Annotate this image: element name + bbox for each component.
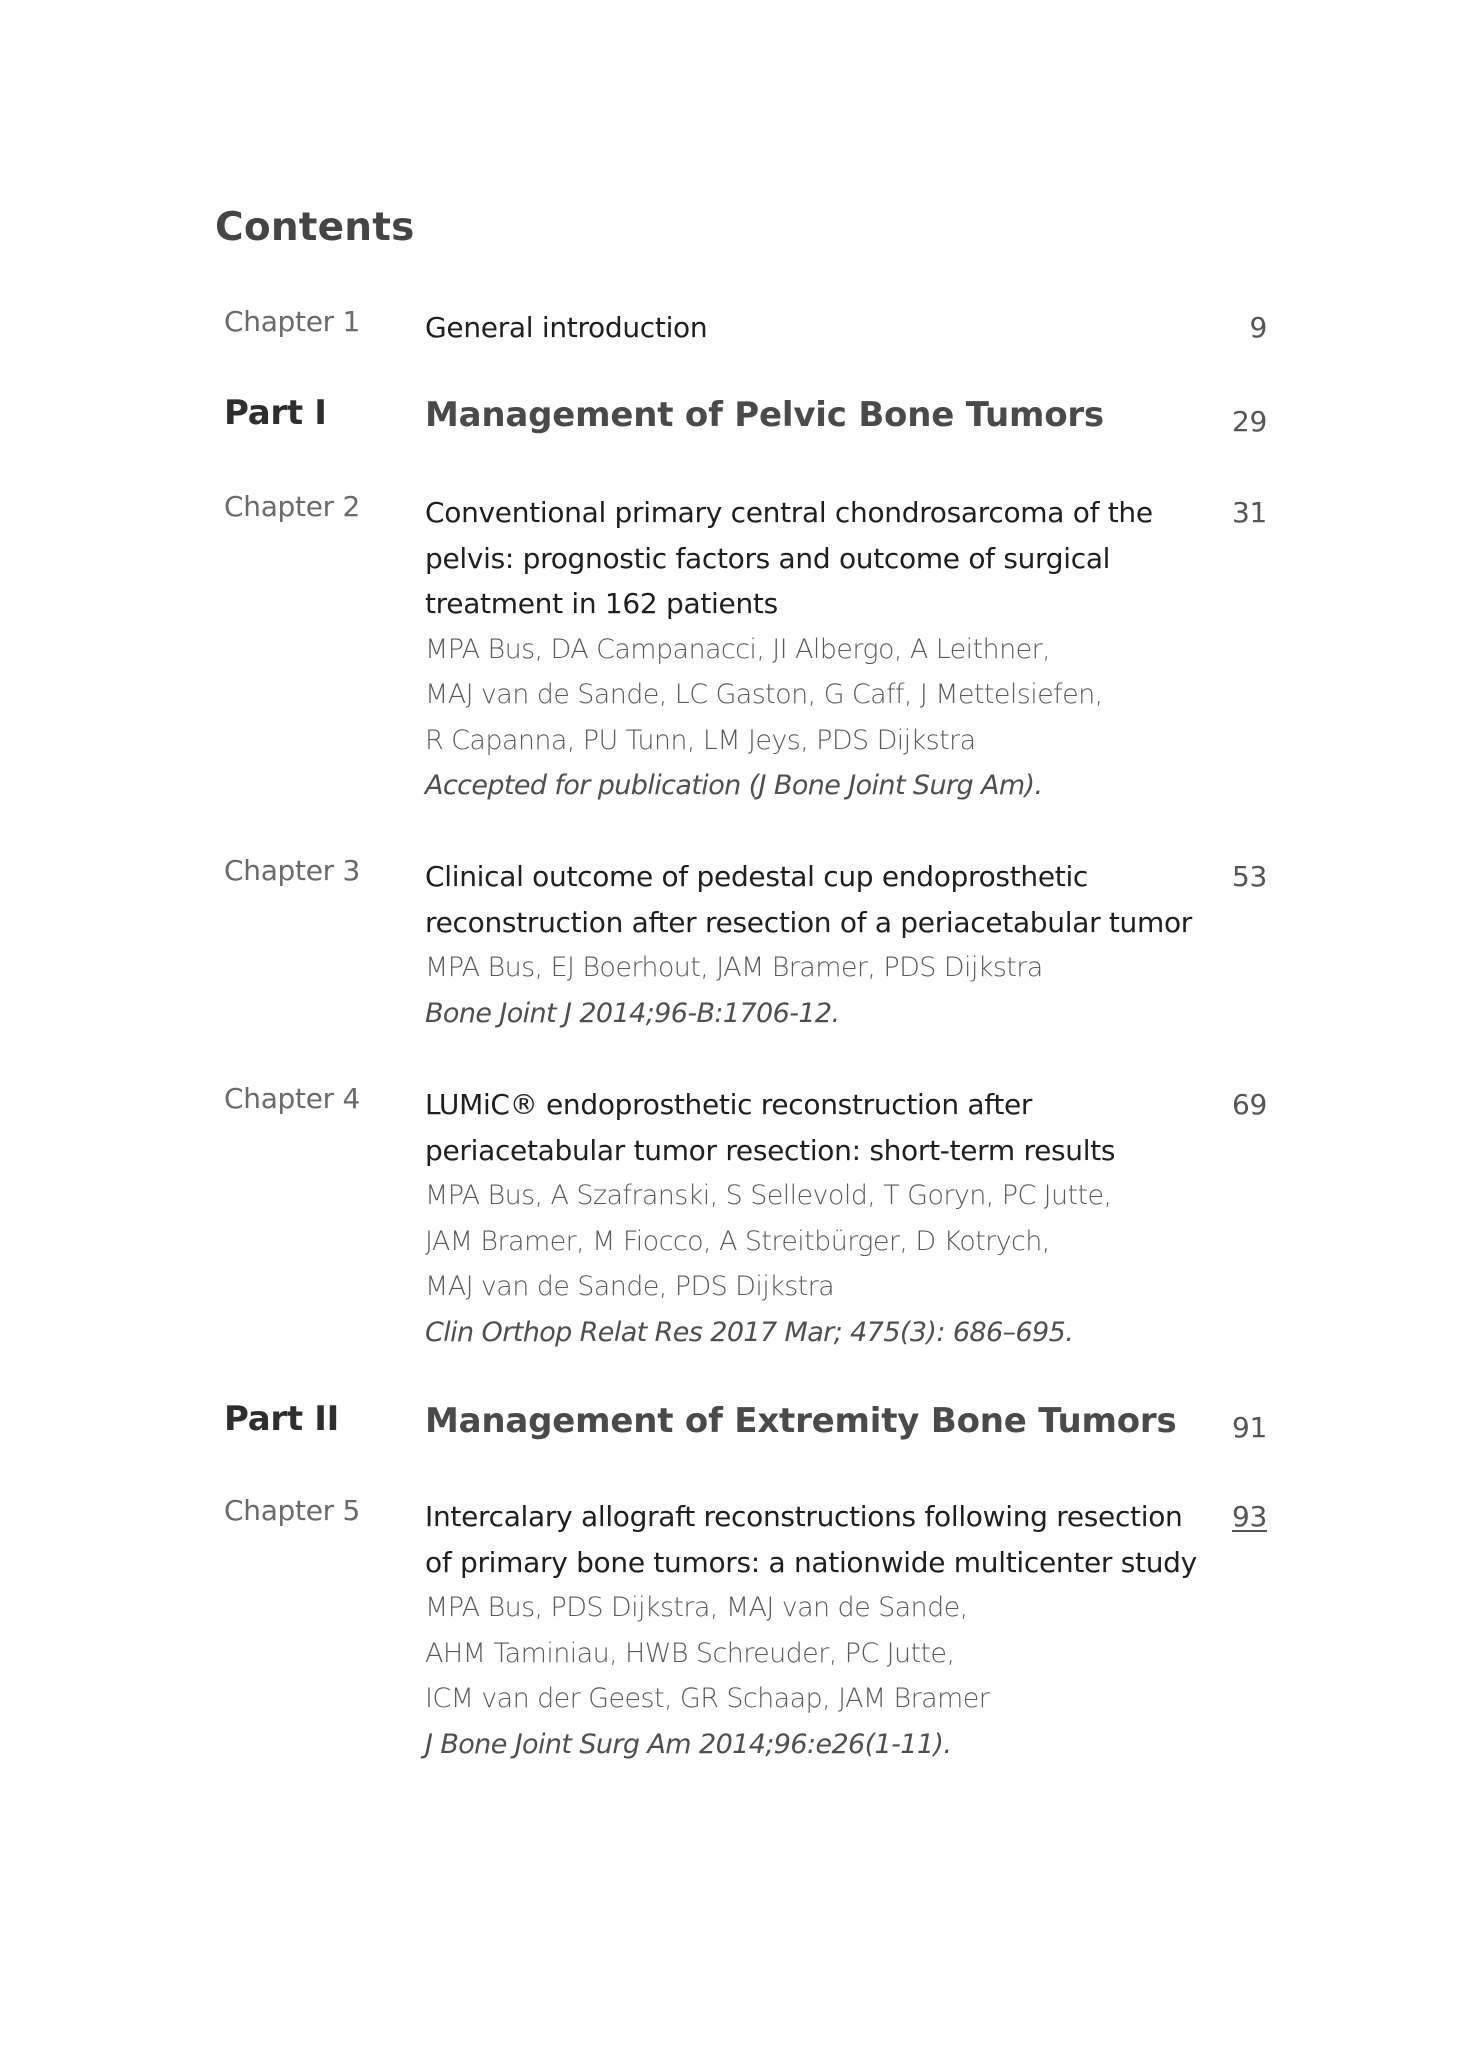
toc-entry-label: Chapter 2	[224, 490, 360, 523]
toc-entry-title: General introduction	[425, 311, 708, 344]
page-title: Contents	[215, 205, 415, 250]
toc-part-label: Part II	[224, 1399, 340, 1439]
toc-entry-body	[425, 1494, 1197, 1767]
toc-entry-authors-line: MAJ van de Sande, PDS Dijkstra	[425, 1271, 835, 1302]
toc-entry-authors-line: MAJ van de Sande, LC Gaston, G Caff, J Mettelsiefen,	[425, 679, 1103, 710]
toc-entry-title-line: LUMiC® endoprosthetic reconstruction after	[425, 1088, 1033, 1121]
toc-entry-page-number: 29	[1231, 405, 1267, 438]
toc-entry-label: Chapter 1	[224, 305, 360, 338]
toc-part-title: Management of Extremity Bone Tumors	[425, 1401, 1177, 1441]
toc-entry-page-number: 91	[1231, 1411, 1267, 1444]
toc-entry-body	[425, 305, 1185, 351]
toc-entry-page-number: 69	[1231, 1088, 1267, 1121]
toc-entry-authors-line: MPA Bus, EJ Boerhout, JAM Bramer, PDS Dijkstra	[425, 952, 1043, 983]
toc-entry-body	[425, 1082, 1185, 1355]
toc-entry-title-line: reconstruction after resection of a periacetabular tumor	[425, 905, 1193, 939]
toc-entry-label: Chapter 3	[224, 854, 360, 887]
toc-entry-page-number: 53	[1231, 860, 1267, 893]
toc-entry-title-line: of primary bone tumors: a nationwide multicenter study	[425, 1545, 1197, 1579]
toc-entry-authors-line: AHM Taminiau, HWB Schreuder, PC Jutte,	[425, 1637, 955, 1669]
toc-entry-label: Chapter 5	[224, 1494, 360, 1527]
toc-entry-authors-line: JAM Bramer, M Fiocco, A Streitbürger, D Kotrych,	[425, 1225, 1050, 1257]
toc-entry-title-line: periacetabular tumor resection: short-term results	[425, 1133, 1116, 1167]
toc-entry-title-line: Intercalary allograft reconstructions following resection	[425, 1500, 1183, 1533]
toc-entry-page-number: 31	[1231, 496, 1267, 529]
toc-entry-journal: Bone Joint J 2014;96-B:1706-12.	[425, 997, 840, 1029]
toc-entry-title-line: Conventional primary central chondrosarcoma of the	[425, 496, 1153, 529]
toc-entry-authors-line: MPA Bus, A Szafranski, S Sellevold, T Goryn, PC Jutte,	[425, 1180, 1112, 1211]
toc-entry-body	[425, 1403, 1185, 1448]
toc-entry-journal: J Bone Joint Surg Am 2014;96:e26(1-11).	[425, 1728, 952, 1760]
toc-entry-body	[425, 397, 1185, 442]
toc-part-label: Part I	[224, 393, 327, 433]
toc-entry-body	[425, 854, 1193, 1036]
toc-entry-body	[425, 490, 1185, 809]
toc-entry-page-number: 9	[1249, 311, 1267, 344]
toc-entry-title-line: Clinical outcome of pedestal cup endoprosthetic	[425, 860, 1089, 893]
toc-entry-label: Chapter 4	[224, 1082, 360, 1115]
toc-entry-authors-line: MPA Bus, PDS Dijkstra, MAJ van de Sande,	[425, 1592, 968, 1623]
toc-part-title: Management of Pelvic Bone Tumors	[425, 395, 1104, 435]
toc-entry-authors-line: MPA Bus, DA Campanacci, JI Albergo, A Leithner,	[425, 633, 1051, 665]
toc-entry-authors-line: ICM van der Geest, GR Schaap, JAM Bramer	[425, 1683, 990, 1714]
toc-entry-journal: Accepted for publication (J Bone Joint Surg Am).	[425, 770, 1043, 801]
toc-entry-title-line: treatment in 162 patients	[425, 587, 778, 620]
toc-entry-page-link[interactable]: 93	[1231, 1500, 1267, 1533]
toc-entry-authors-line: R Capanna, PU Tunn, LM Jeys, PDS Dijkstra	[425, 724, 976, 756]
toc-entry-journal: Clin Orthop Relat Res 2017 Mar; 475(3): 686–695.	[425, 1316, 1074, 1348]
toc-entry-title-line: pelvis: prognostic factors and outcome of surgical	[425, 541, 1111, 575]
